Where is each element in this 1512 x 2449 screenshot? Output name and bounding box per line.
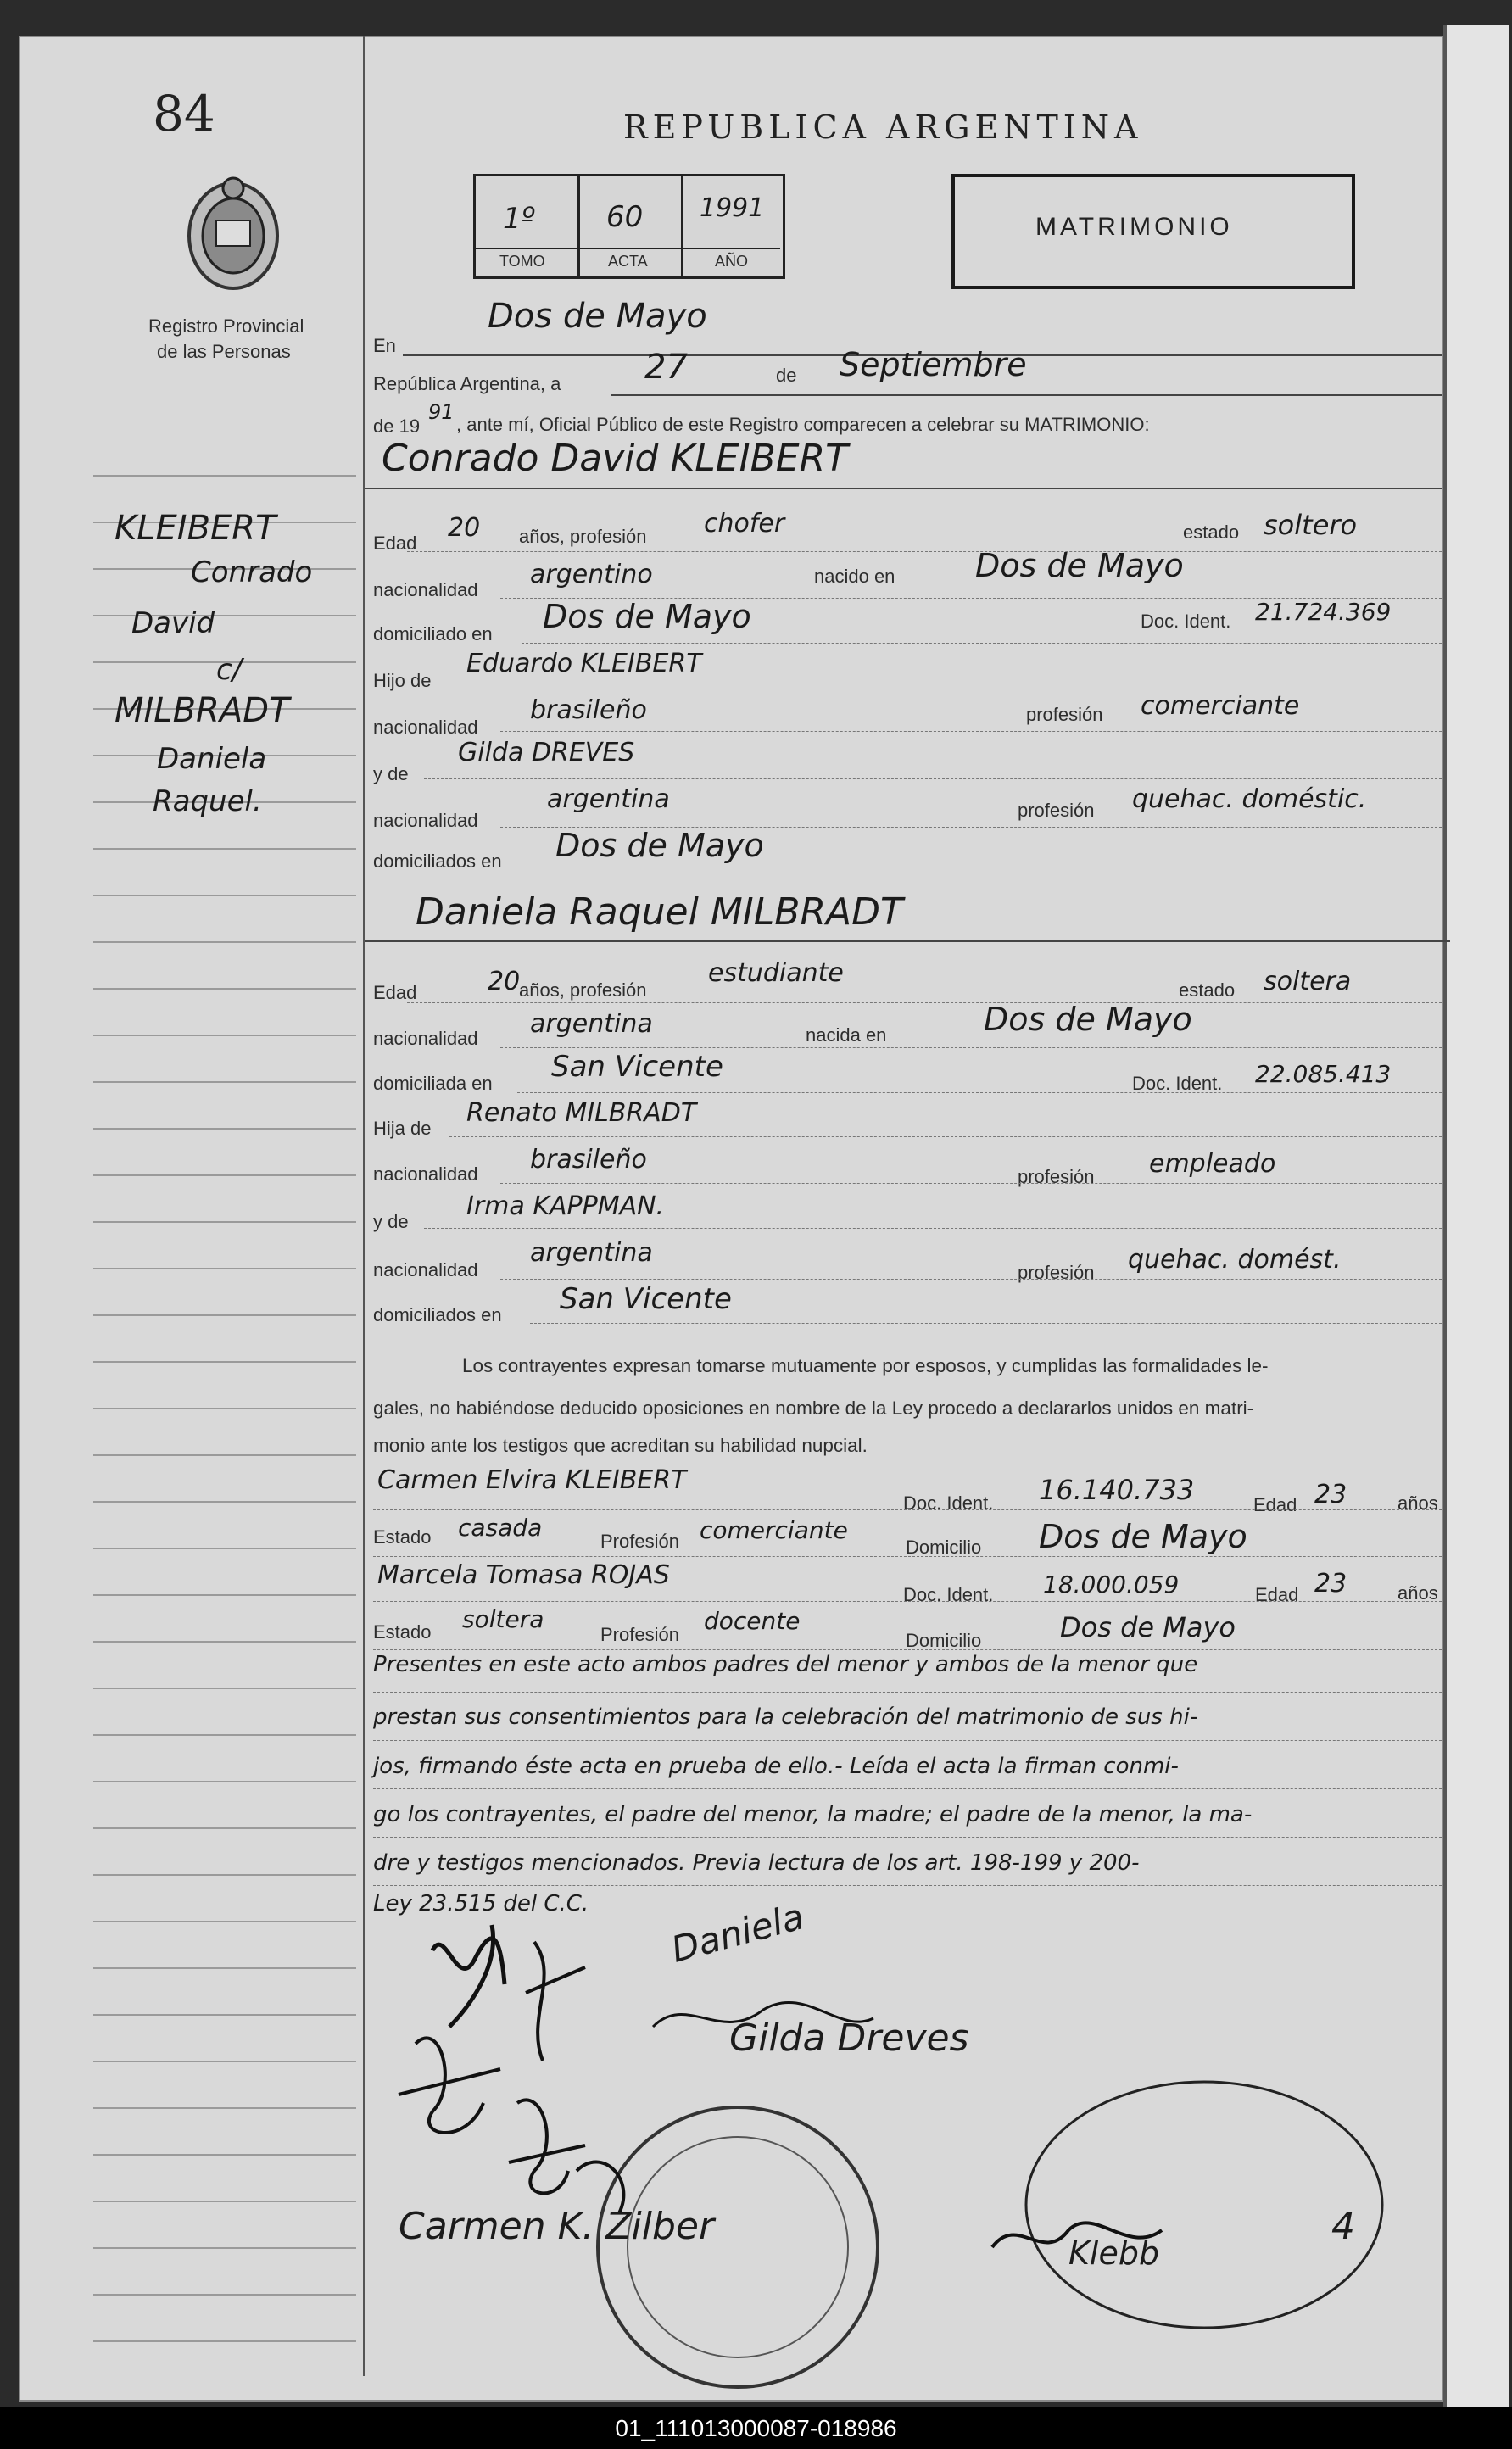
- margin-rule-line: [93, 1361, 356, 1363]
- margin-rule-line: [93, 2294, 356, 2296]
- bride-domiciliados-label: domiciliados en: [373, 1304, 502, 1325]
- bride-madre-prof: quehac. domést.: [1128, 1245, 1342, 1275]
- witness1-anos-label: años: [1398, 1492, 1438, 1514]
- bride-padre: Renato MILBRADT: [466, 1098, 697, 1128]
- bride-name: Daniela Raquel MILBRADT: [416, 890, 903, 934]
- bride-edad-label: Edad: [373, 982, 417, 1003]
- groom-madre-prof: quehac. doméstic.: [1132, 784, 1367, 814]
- page-number: 84: [153, 85, 215, 142]
- signatures-drawing: [365, 1891, 1442, 2400]
- margin-rule-line: [93, 1408, 356, 1409]
- margin-rule-line: [93, 2201, 356, 2202]
- note-rule-line: [373, 1885, 1442, 1886]
- note-rule-line: [373, 1740, 1442, 1741]
- groom-domiciliados: Dos de Mayo: [555, 827, 764, 864]
- margin-rule-line: [93, 1081, 356, 1083]
- margin-rule-line: [93, 1921, 356, 1922]
- margin-rule-line: [93, 2340, 356, 2342]
- footer-bar: [0, 2407, 1512, 2449]
- margin-rule-line: [93, 1781, 356, 1782]
- groom-profesion: chofer: [704, 509, 785, 538]
- witness2-edad-label: Edad: [1255, 1584, 1299, 1605]
- country-title: REPUBLICA ARGENTINA: [623, 109, 1143, 146]
- note-line-5: Ley 23.515 del C.C.: [373, 1891, 589, 1916]
- margin-note-3: c/: [216, 653, 243, 687]
- coat-of-arms-seal: [182, 170, 284, 297]
- witness2-prof: docente: [704, 1607, 801, 1635]
- groom-padre-prof-label: profesión: [1026, 704, 1103, 725]
- margin-note-5: Daniela: [157, 742, 267, 776]
- groom-nac: argentino: [530, 560, 653, 589]
- margin-rule-line: [93, 1454, 356, 1456]
- groom-estado: soltero: [1264, 509, 1358, 541]
- witness1-name: Carmen Elvira KLEIBERT: [377, 1465, 687, 1495]
- groom-domiciliados-label: domiciliados en: [373, 851, 502, 872]
- year-prefix: de 19: [373, 416, 421, 437]
- year-suffix: 91: [428, 400, 455, 424]
- witness1-edad: 23: [1314, 1480, 1347, 1509]
- witness2-prof-label: Profesión: [600, 1624, 679, 1645]
- groom-nacido-label: nacido en: [814, 566, 895, 587]
- groom-profesion-label: años, profesión: [519, 526, 647, 547]
- witness-signature: Carmen K. Zilber: [399, 2205, 715, 2248]
- groom-doc-label: Doc. Ident.: [1141, 611, 1231, 632]
- margin-rule-line: [93, 475, 356, 477]
- bride-doc-label: Doc. Ident.: [1132, 1073, 1223, 1094]
- note-line-3: go los contrayentes, el padre del menor, la madre; el padre de la menor, la ma-: [373, 1802, 1253, 1827]
- ano-cell: [681, 176, 783, 276]
- bride-madre: Irma KAPPMAN.: [466, 1191, 665, 1221]
- witness1-prof-label: Profesión: [600, 1531, 679, 1552]
- act-type-label: MATRIMONIO: [1035, 213, 1233, 241]
- tomo-value: 1º: [503, 202, 535, 236]
- margin-rule-line: [93, 1501, 356, 1503]
- bride-madre-prof-label: profesión: [1018, 1262, 1095, 1283]
- acta-cell: [577, 176, 683, 276]
- margin-rule-line: [93, 1641, 356, 1643]
- margin-rule-line: [93, 2107, 356, 2109]
- bride-y-de-label: y de: [373, 1211, 409, 1232]
- bride-dom-label: domiciliada en: [373, 1073, 493, 1094]
- declaration-line1: Los contrayentes expresan tomarse mutuamente por esposos, y cumplidas las formalidades le-: [462, 1355, 1269, 1376]
- acta-value: 60: [606, 200, 644, 234]
- margin-rule-line: [93, 1594, 356, 1596]
- witness1-edad-label: Edad: [1253, 1494, 1297, 1515]
- book-reference-box: [473, 174, 785, 279]
- bride-hija-label: Hija de: [373, 1118, 432, 1139]
- margin-rule-line: [93, 2154, 356, 2156]
- bride-doc: 22.085.413: [1255, 1060, 1392, 1088]
- groom-madre-nac-label: nacionalidad: [373, 810, 478, 831]
- groom-madre: Gilda DREVES: [458, 738, 635, 767]
- witness1-doc: 16.140.733: [1039, 1474, 1195, 1506]
- note-line-1: prestan sus consentimientos para la celebración del matrimonio de sus hi-: [373, 1704, 1198, 1730]
- margin-rule-line: [93, 2014, 356, 2016]
- month-value: Septiembre: [840, 346, 1027, 383]
- bride-dom: San Vicente: [551, 1050, 723, 1084]
- margin-note-4: MILBRADT: [114, 691, 290, 730]
- registry-line2: de las Personas: [157, 341, 291, 362]
- groom-hijo-label: Hijo de: [373, 670, 432, 691]
- tomo-label: TOMO: [499, 253, 545, 270]
- groom-name: Conrado David KLEIBERT: [382, 437, 849, 480]
- groom-padre-nac: brasileño: [530, 695, 647, 725]
- acta-label: ACTA: [608, 253, 648, 270]
- tomo-cell: [476, 176, 580, 276]
- margin-rule-line: [93, 1314, 356, 1316]
- witness2-name: Marcela Tomasa ROJAS: [377, 1560, 670, 1590]
- bride-estado: soltera: [1264, 967, 1352, 996]
- groom-dom: Dos de Mayo: [543, 598, 751, 635]
- bride-nacida: Dos de Mayo: [984, 1001, 1192, 1038]
- note-rule-line: [373, 1692, 1442, 1693]
- groom-padre: Eduardo KLEIBERT: [466, 649, 702, 678]
- margin-rule-line: [93, 1035, 356, 1036]
- witness1-dom-label: Domicilio: [906, 1537, 982, 1558]
- bride-edad: 20: [488, 967, 521, 996]
- groom-padre-nac-label: nacionalidad: [373, 717, 478, 738]
- margin-rule-line: [93, 941, 356, 943]
- note-rule-line: [373, 1788, 1442, 1789]
- groom-dom-label: domiciliado en: [373, 623, 493, 644]
- margin-rule-line: [93, 1268, 356, 1269]
- madre-signature: Gilda Dreves: [729, 2017, 969, 2060]
- note-rule-line: [373, 1837, 1442, 1838]
- witness1-prof: comerciante: [700, 1516, 848, 1544]
- margin-note-6: Raquel.: [153, 784, 262, 818]
- bride-domiciliados: San Vicente: [560, 1282, 732, 1316]
- margin-rule-line: [93, 1967, 356, 1969]
- bride-nacida-label: nacida en: [806, 1024, 887, 1046]
- groom-edad-label: Edad: [373, 533, 417, 554]
- margin-rule-line: [93, 895, 356, 896]
- page-edge: [1443, 25, 1509, 2408]
- bride-madre-nac: argentina: [530, 1238, 653, 1268]
- registry-line1: Registro Provincial: [148, 315, 304, 337]
- declaration-line2: gales, no habiéndose deducido oposiciones en nombre de la Ley procedo a declararlos unidos en matri-: [373, 1397, 1254, 1419]
- bride-padre-nac-label: nacionalidad: [373, 1163, 478, 1185]
- note-line-0: Presentes en este acto ambos padres del menor y ambos de la menor que: [373, 1652, 1198, 1677]
- bride-signature: Daniela: [667, 1895, 809, 1971]
- bride-madre-nac-label: nacionalidad: [373, 1259, 478, 1280]
- margin-rule-line: [93, 1128, 356, 1130]
- margin-rule-line: [93, 2061, 356, 2062]
- margin-note-1: Conrado: [191, 555, 313, 589]
- footer-id: 01_111013000087-018986: [615, 2415, 897, 2441]
- margin-rule-line: [93, 988, 356, 990]
- place-value: Dos de Mayo: [488, 297, 707, 336]
- margin-rule-line: [93, 1688, 356, 1689]
- groom-nac-label: nacionalidad: [373, 579, 478, 600]
- bride-padre-nac: brasileño: [530, 1145, 647, 1174]
- witness2-dom-label: Domicilio: [906, 1630, 982, 1651]
- de-label: de: [776, 365, 797, 386]
- bride-profesion-label: años, profesión: [519, 979, 647, 1001]
- margin-rule-line: [93, 1734, 356, 1736]
- bride-profesion: estudiante: [708, 958, 844, 988]
- margin-rule-line: [93, 1221, 356, 1223]
- intro-text: , ante mí, Oficial Público de este Registro comparecen a celebrar su MATRIMONIO:: [456, 414, 1150, 435]
- witness1-estado: casada: [458, 1514, 543, 1542]
- witness1-doc-label: Doc. Ident.: [903, 1492, 994, 1514]
- margin-rule-line: [93, 848, 356, 850]
- groom-doc: 21.724.369: [1255, 598, 1392, 626]
- margin-mark: 4: [1331, 2205, 1355, 2248]
- witness2-edad: 23: [1314, 1569, 1347, 1598]
- witness2-doc: 18.000.059: [1043, 1570, 1180, 1598]
- official-signature: Klebb: [1068, 2234, 1160, 2272]
- bride-nac-label: nacionalidad: [373, 1028, 478, 1049]
- note-line-2: jos, firmando éste acta en prueba de ello.- Leída el acta la firman conmi-: [373, 1754, 1179, 1779]
- republica-label: República Argentina, a: [373, 373, 561, 394]
- witness2-doc-label: Doc. Ident.: [903, 1584, 994, 1605]
- witness2-estado: soltera: [462, 1605, 544, 1633]
- bride-estado-label: estado: [1179, 979, 1236, 1001]
- margin-note-2: David: [131, 606, 215, 640]
- bride-nac: argentina: [530, 1009, 653, 1039]
- en-label: En: [373, 335, 396, 356]
- witness1-dom: Dos de Mayo: [1039, 1518, 1247, 1555]
- act-type-box: [951, 174, 1355, 289]
- margin-note-0: KLEIBERT: [114, 509, 276, 548]
- witness2-anos-label: años: [1398, 1582, 1438, 1604]
- ano-label: AÑO: [715, 253, 749, 270]
- day-value: 27: [644, 348, 688, 387]
- ano-value: 1991: [700, 193, 765, 223]
- groom-nacido: Dos de Mayo: [975, 547, 1184, 584]
- groom-edad: 20: [448, 513, 481, 543]
- margin-rule-line: [93, 1874, 356, 1876]
- margin-rule-line: [93, 1174, 356, 1176]
- groom-madre-nac: argentina: [547, 784, 670, 814]
- declaration-line3: monio ante los testigos que acreditan su habilidad nupcial.: [373, 1435, 868, 1456]
- margin-rule-line: [93, 1827, 356, 1829]
- groom-estado-label: estado: [1183, 522, 1240, 543]
- note-line-4: dre y testigos mencionados. Previa lectura de los art. 198-199 y 200-: [373, 1850, 1140, 1876]
- witness1-estado-label: Estado: [373, 1526, 432, 1548]
- groom-padre-prof: comerciante: [1141, 691, 1300, 721]
- groom-y-de-label: y de: [373, 763, 409, 784]
- margin-rule-line: [93, 1548, 356, 1549]
- witness2-dom: Dos de Mayo: [1060, 1611, 1236, 1643]
- bride-padre-prof-label: profesión: [1018, 1166, 1095, 1187]
- groom-madre-prof-label: profesión: [1018, 800, 1095, 821]
- bride-padre-prof: empleado: [1149, 1149, 1276, 1179]
- margin-rule-line: [93, 2247, 356, 2249]
- witness2-estado-label: Estado: [373, 1621, 432, 1643]
